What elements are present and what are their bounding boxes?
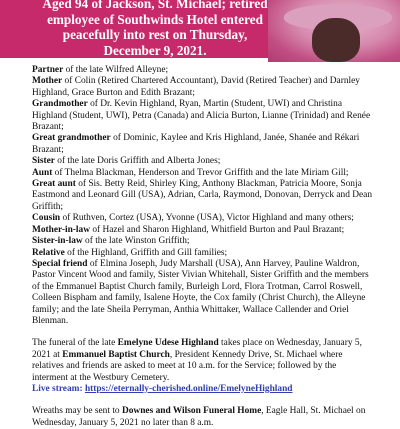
wreaths-text-1: Wreaths may be sent to [32, 406, 122, 417]
wreaths-paragraph [32, 406, 374, 429]
relation-label: Sister-in-law [32, 236, 83, 247]
livestream-label: Live stream: [32, 383, 85, 394]
funeral-home-name: Downes and Wilson Funeral Home [121, 406, 262, 417]
relation-label: Cousin [32, 213, 61, 224]
relation-label: Mother-in-law [32, 224, 90, 235]
relation-label: Partner [32, 65, 64, 75]
spacer [32, 395, 374, 406]
relation-label: Aunt [32, 167, 53, 178]
portrait-photo [268, 0, 400, 62]
relation-text: of Thelma Blackman, Henderson and Trevor Griffith and the late Miriam Gill; [52, 167, 349, 178]
face-shape [312, 18, 360, 62]
relation-line [32, 248, 374, 259]
relation-label: Special friend [32, 258, 88, 269]
obituary-headline: Aged 94 of Jackson, St. Michael; retired employee of Southwinds Hotel entered peacefully into rest on Thursday, December 9, 2021. [42, 0, 268, 58]
relation-label: Relative [32, 247, 65, 258]
funeral-text-1: The funeral of the late [32, 338, 118, 349]
church-name: Emmanuel Baptist Church [62, 349, 170, 360]
relation-text: of the late Wilfred Alleyne; [63, 65, 169, 75]
relation-text: of Dr. Kevin Highland, Ryan, Martin (Student, UWI) and Christina Highland (Student, UWI), Petra (Canada) and Alicia Burton, Lianne (Trinidad) and Renée Brazant; [32, 99, 371, 133]
funeral-text-3: , President Kennedy Drive, St. Michael where relatives and friends are asked to meet at 10 a.m. for the Service; followed by the interment at the Westbury Cemetery. [32, 349, 343, 383]
livestream-link[interactable]: https://eternally-cherished.online/EmelyneHighland [84, 383, 293, 394]
relation-line [32, 76, 374, 99]
relation-line [32, 179, 374, 213]
relation-line [32, 213, 374, 224]
relation-label: Grandmother [32, 99, 88, 110]
relation-label: Sister [32, 156, 55, 167]
relation-text: of the late Doris Griffith and Alberta Jones; [54, 156, 221, 167]
relations-list [32, 65, 374, 327]
relation-line [32, 236, 374, 247]
relation-label: Great grandmother [32, 133, 111, 144]
relation-text: of the Highland, Griffith and Gill families; [64, 247, 228, 258]
relation-text: of Dominic, Kaylee and Kris Highland, Janée, Shanée and Rékari Brazant; [32, 133, 360, 155]
relation-line [32, 259, 374, 327]
relation-line [32, 156, 374, 167]
relation-text: of Sis. Betty Reid, Shirley King, Anthony Blackman, Patricia Moore, Sonja Eastmond and Leonard Gill (USA), Adrian, Carla, Raymond, Donovan, Derryck and Dean Griffith; [32, 179, 373, 212]
relation-line [32, 99, 374, 133]
relation-label: Great aunt [32, 179, 76, 190]
relation-text: of the late Winston Griffith; [82, 236, 190, 247]
relation-line [32, 65, 374, 76]
obituary-body [32, 65, 374, 429]
relation-label: Mother [32, 76, 63, 87]
relation-text: of Elmina Joseph, Judy Marshall (USA), Ann Harvey, Pauline Waldron, Pastor Vincent Wood and family, Sister Vivian Whitehall, Sister Griffith and the members of the Emmanuel Baptist Church family, Burleigh Lord, Flora Trotman, Carrol Roswell, Colleen Bispham and family, Isalene Hoyte, the Cox family (Christ Church), the Alleyne family; and the late Sheila Perryman, Anthia Whittaker, Wallace Callender and Oriel Blenman. [32, 258, 369, 326]
relation-text: of Hazel and Sharon Highland, Whitfield Burton and Paul Brazant; [89, 224, 345, 235]
funeral-paragraph [32, 338, 374, 384]
funeral-text-2: takes place on Wednesday, January 5, 2021 at [32, 338, 362, 360]
relation-text: of Ruthven, Cortez (USA), Yvonne (USA), Victor Highland and many others; [60, 213, 354, 224]
relation-line [32, 225, 374, 236]
livestream-line [32, 384, 374, 395]
relation-line [32, 133, 374, 156]
deceased-name: Emelyne Udese Highland [117, 338, 219, 349]
relation-text: of Colin (Retired Chartered Accountant), David (Retired Teacher) and Darnley Highland, Grace Burton and Edith Brazant; [32, 76, 360, 98]
spacer [32, 327, 374, 338]
wreaths-text-2: , Eagle Hall, St. Michael on Wednesday, January 5, 2021 no later than 8 a.m. [32, 406, 366, 428]
relation-line [32, 168, 374, 179]
